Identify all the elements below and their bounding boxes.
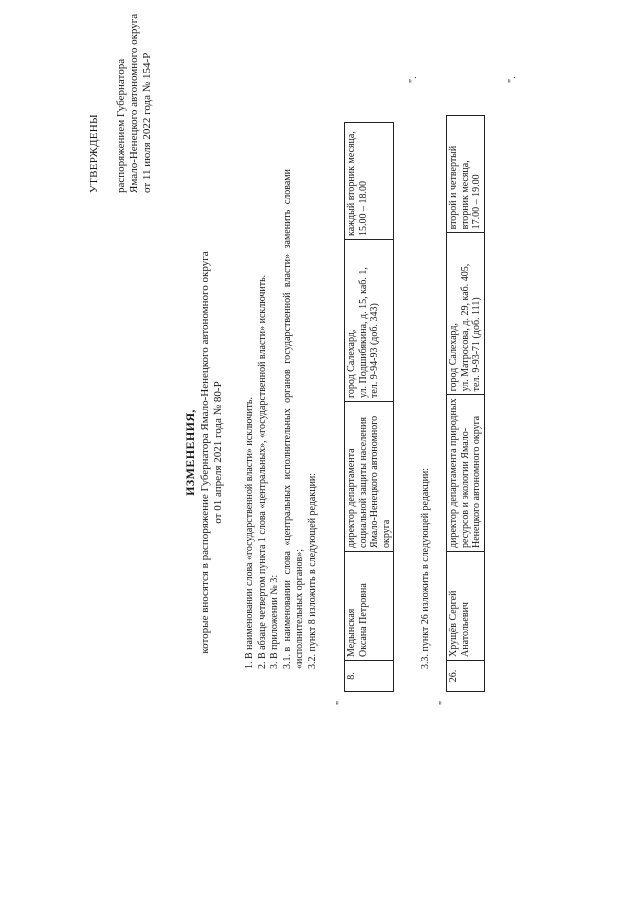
- amendment-item-justified: 3.1. в наименовании слова «центральных исполнительных органов государственной власти» заменить словами: [281, 169, 293, 669]
- reception-schedule: каждый вторник месяца, 15.00 – 18.00: [345, 123, 394, 240]
- quote-close-mark: ".: [507, 76, 518, 83]
- person-position: директор департамента социальной защиты населения Ямало-Ненецкого автономного округа: [345, 402, 394, 552]
- document-subtitle-date: от 01 апреля 2021 года № 80-Р: [212, 381, 224, 524]
- amendment-item: 3.2. пункт 8 изложить в следующей редакции:: [306, 472, 318, 669]
- quote-open-mark: ": [438, 700, 449, 705]
- approval-block: [88, 14, 154, 193]
- table-row: [345, 123, 394, 692]
- approval-line: Ямало-Ненецкого автономного округа: [128, 13, 140, 193]
- reception-schedule: второй и четвертый вторник месяца, 17.00 – 19.00: [447, 116, 485, 233]
- amendment-item: 2. В абзаце четвертом пункта 1 слова «центральных», «государственной власти» исключить.: [256, 274, 268, 669]
- amendment-item-continuation: «исполнительных органов»;: [294, 548, 305, 669]
- row-number: 8.: [345, 661, 394, 692]
- approval-heading: УТВЕРЖДЕНЫ: [88, 114, 100, 193]
- amendment-items: [244, 169, 319, 669]
- row-number: 26.: [447, 661, 485, 692]
- table-row: [447, 116, 485, 692]
- approval-line: распоряжением Губернатора: [115, 58, 127, 193]
- quote-open-mark: ": [335, 700, 346, 705]
- approval-line: от 11 июля 2022 года № 154-Р: [141, 52, 153, 193]
- document-subtitle: которые вносятся в распоряжение Губернатора Ямало-Ненецкого автономного округа: [199, 251, 211, 654]
- document-title: ИЗМЕНЕНИЯ,: [183, 409, 197, 496]
- table-row-26: [446, 115, 485, 692]
- reception-address: город Салехард, ул. Матросова, д. 29, каб. 405, тел. 9-93-71 (доб. 111): [447, 233, 485, 395]
- table-row-8: [344, 122, 394, 692]
- reception-address: город Салехард, ул. Подшибякина, д. 15, каб. 1, тел. 9-94-93 (доб. 343): [345, 240, 394, 402]
- person-position: директор департамента природных ресурсов и экологии Ямало- Ненецкого автономного округа: [447, 395, 485, 552]
- amendment-item: 3. В приложении № 3:: [269, 574, 280, 669]
- person-name: Медынская Оксана Петровна: [345, 552, 394, 661]
- amendment-item: 1. В наименовании слова «государственной власти» исключить.: [244, 397, 255, 669]
- amendment-item: 3.3. пункт 26 изложить в следующей редакции:: [420, 467, 431, 669]
- quote-close-mark: ".: [408, 76, 419, 83]
- person-name: Хрущёв Сергей Анатольевич: [447, 552, 485, 661]
